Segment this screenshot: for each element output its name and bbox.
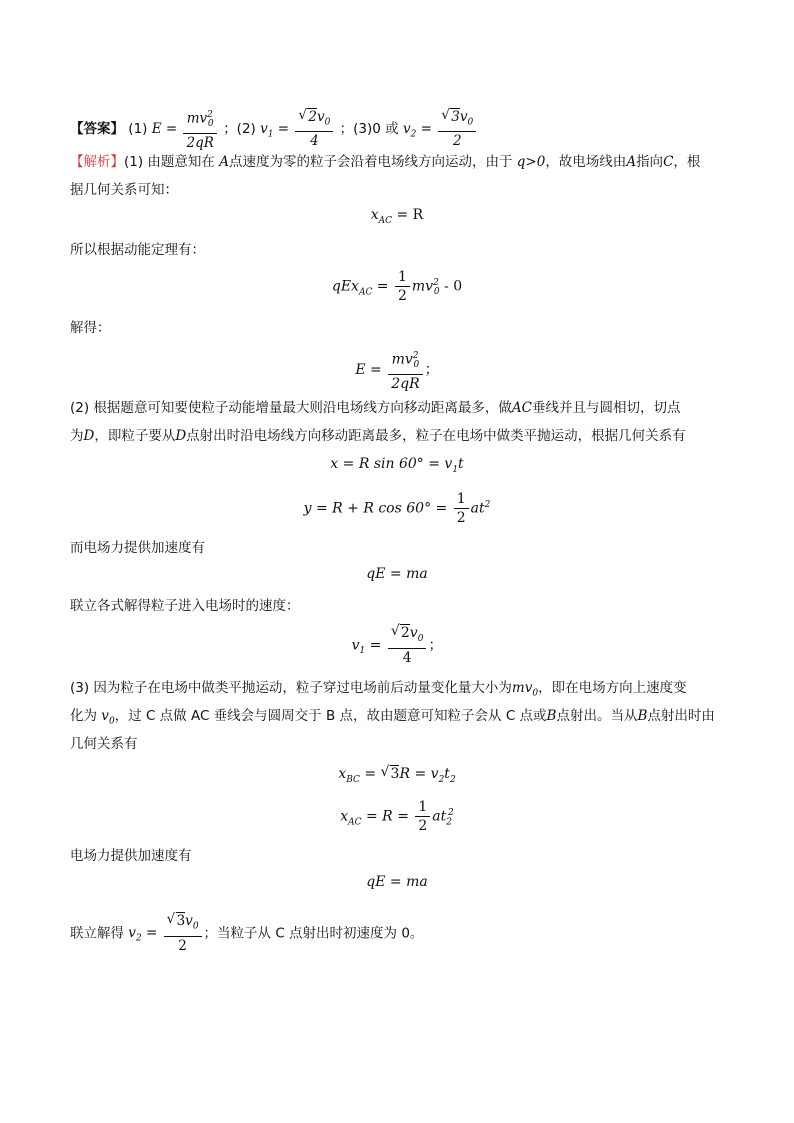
analysis-text: ，故电场线由 (545, 154, 627, 170)
analysis-text: 据几何关系可知： (70, 182, 178, 198)
analysis-line-3 (70, 240, 730, 260)
answer-v1-label: $v_1$ = (260, 121, 290, 140)
analysis-line-12 (70, 846, 730, 866)
equation-qE-1: qE = ma (366, 566, 428, 582)
point-D: D (175, 428, 187, 444)
answer-sep2: ；(3)0 或 (339, 121, 399, 138)
analysis-line-13: 联立解得 $v_2$ = √ $\frac{3v_0}{2}$ ；当粒子从 C 点射出时初速度为 0。 (70, 912, 730, 955)
answer-E-fraction: $\frac{mv^2_0}{2qR}$ (183, 106, 216, 152)
analysis-text: 解得： (70, 320, 111, 336)
point-A: A (219, 154, 229, 170)
answer-sep1: ；(2) (223, 121, 256, 138)
analysis-text: 指向 (636, 154, 664, 170)
analysis-text: 化为 (70, 708, 97, 724)
point-D: D (83, 428, 95, 444)
analysis-text: (2) 根据题意可知要使粒子动能增量最大则沿电场线方向移动距离最多，做 (70, 400, 512, 416)
analysis-text: 联立解得 (70, 925, 124, 942)
analysis-line-10: 化为 $v_0$，过 C 点做 AC 垂线会与圆周交于 B 点，故由题意可知粒子会从 C 点或B点射出。当从B点射出时由 (70, 708, 715, 727)
equation-xac: $x_{AC} = R$ (370, 207, 424, 226)
momentum-symbol: $mv_0$ (511, 680, 539, 699)
point-C: C (663, 154, 674, 170)
analysis-text: 几何关系有 (70, 736, 138, 752)
equation-v1: $v_1$ = √ $\frac{2v_0}{4}$ ； (0, 624, 794, 667)
analysis-text: 点速度为零的粒子会沿着电场线方向运动，由于 (228, 154, 513, 170)
analysis-text: ，即在电场方向上速度变 (538, 680, 687, 696)
analysis-text: ，即粒子要从 (94, 428, 176, 444)
analysis-text: 垂线并且与圆相切，切点 (532, 400, 681, 416)
point-B: B (637, 708, 648, 724)
answer-E-den: 2qR (186, 135, 214, 152)
analysis-text: 联立各式解得粒子进入电场时的速度： (70, 598, 300, 614)
answer-line (70, 106, 730, 152)
answer-tag: 【答案】 (70, 121, 124, 138)
analysis-text: 点射出。当从 (556, 708, 638, 724)
equation-work: qEx$_{AC}$ = $\frac{1}{2}$ $mv^2_0 - 0$ (331, 269, 463, 304)
charge-condition: q>0 (516, 154, 546, 170)
analysis-tag: 【解析】 (70, 154, 124, 170)
analysis-text: 点射出时沿电场线方向移动距离最多，粒子在电场中做类平抛运动，根据几何关系有 (186, 428, 686, 444)
equation-xbc: $x_{BC}$ = √ $3R = v_2t_2$ (0, 766, 794, 785)
analysis-line-4 (70, 318, 730, 338)
analysis-text: ，过 C 点做 AC 垂线会与圆周交于 B 点，故由题意可知粒子会从 C 点或 (114, 708, 547, 724)
analysis-line-7 (70, 538, 730, 558)
segment-AC: AC (511, 400, 533, 416)
answer-part1-label: (1) (128, 121, 148, 138)
equation-x: x = R $\sin 60^\circ = v_1t$ (330, 456, 464, 475)
analysis-line-9 (70, 678, 730, 704)
analysis-line-5 (70, 398, 730, 418)
analysis-text: 而电场力提供加速度有 (70, 540, 205, 556)
equation-xac-2: $x_{AC} = R$ = $\frac{1}{2}$ $at_2^2$ (340, 799, 454, 834)
equation-y: y = R + R cos 60° = $\frac{1}{2}$ $at^2$ (303, 491, 491, 526)
analysis-text: 电场力提供加速度有 (70, 848, 192, 864)
analysis-text: (1) 由题意知在 (124, 154, 215, 170)
analysis-text: ，根 (673, 154, 701, 170)
analysis-line-2 (70, 180, 730, 200)
analysis-line-8 (70, 596, 730, 616)
equation-qE-2: qE = ma (366, 874, 428, 890)
answer-E-label: E = (151, 121, 178, 138)
answer-v2-fraction: √ $\frac{3v_0}{2}$ (438, 108, 476, 151)
analysis-line-6 (70, 426, 730, 446)
analysis-text: 所以根据动能定理有： (70, 242, 205, 258)
answer-v2-den: 2 (452, 133, 462, 150)
analysis-line-1 (70, 152, 730, 172)
point-A: A (626, 154, 637, 170)
answer-v1-den: 4 (310, 133, 319, 150)
answer-v1-fraction: √ $\frac{2v_0}{4}$ (295, 108, 333, 151)
equation-E: E = $\frac{mv^2_0}{2qR}$ ； (0, 347, 794, 393)
analysis-text: 为 (70, 428, 84, 444)
analysis-line-11 (70, 734, 730, 754)
analysis-text: (3) 因为粒子在电场中做类平抛运动，粒子穿过电场前后动量变化量大小为 (70, 680, 512, 696)
analysis-text: 点射出时由 (647, 708, 715, 724)
answer-v2-label: $v_2$ = (402, 121, 432, 140)
point-B: B (546, 708, 557, 724)
analysis-text: ；当粒子从 C 点射出时初速度为 0。 (203, 925, 424, 942)
answer-E-num: mv (186, 110, 208, 127)
